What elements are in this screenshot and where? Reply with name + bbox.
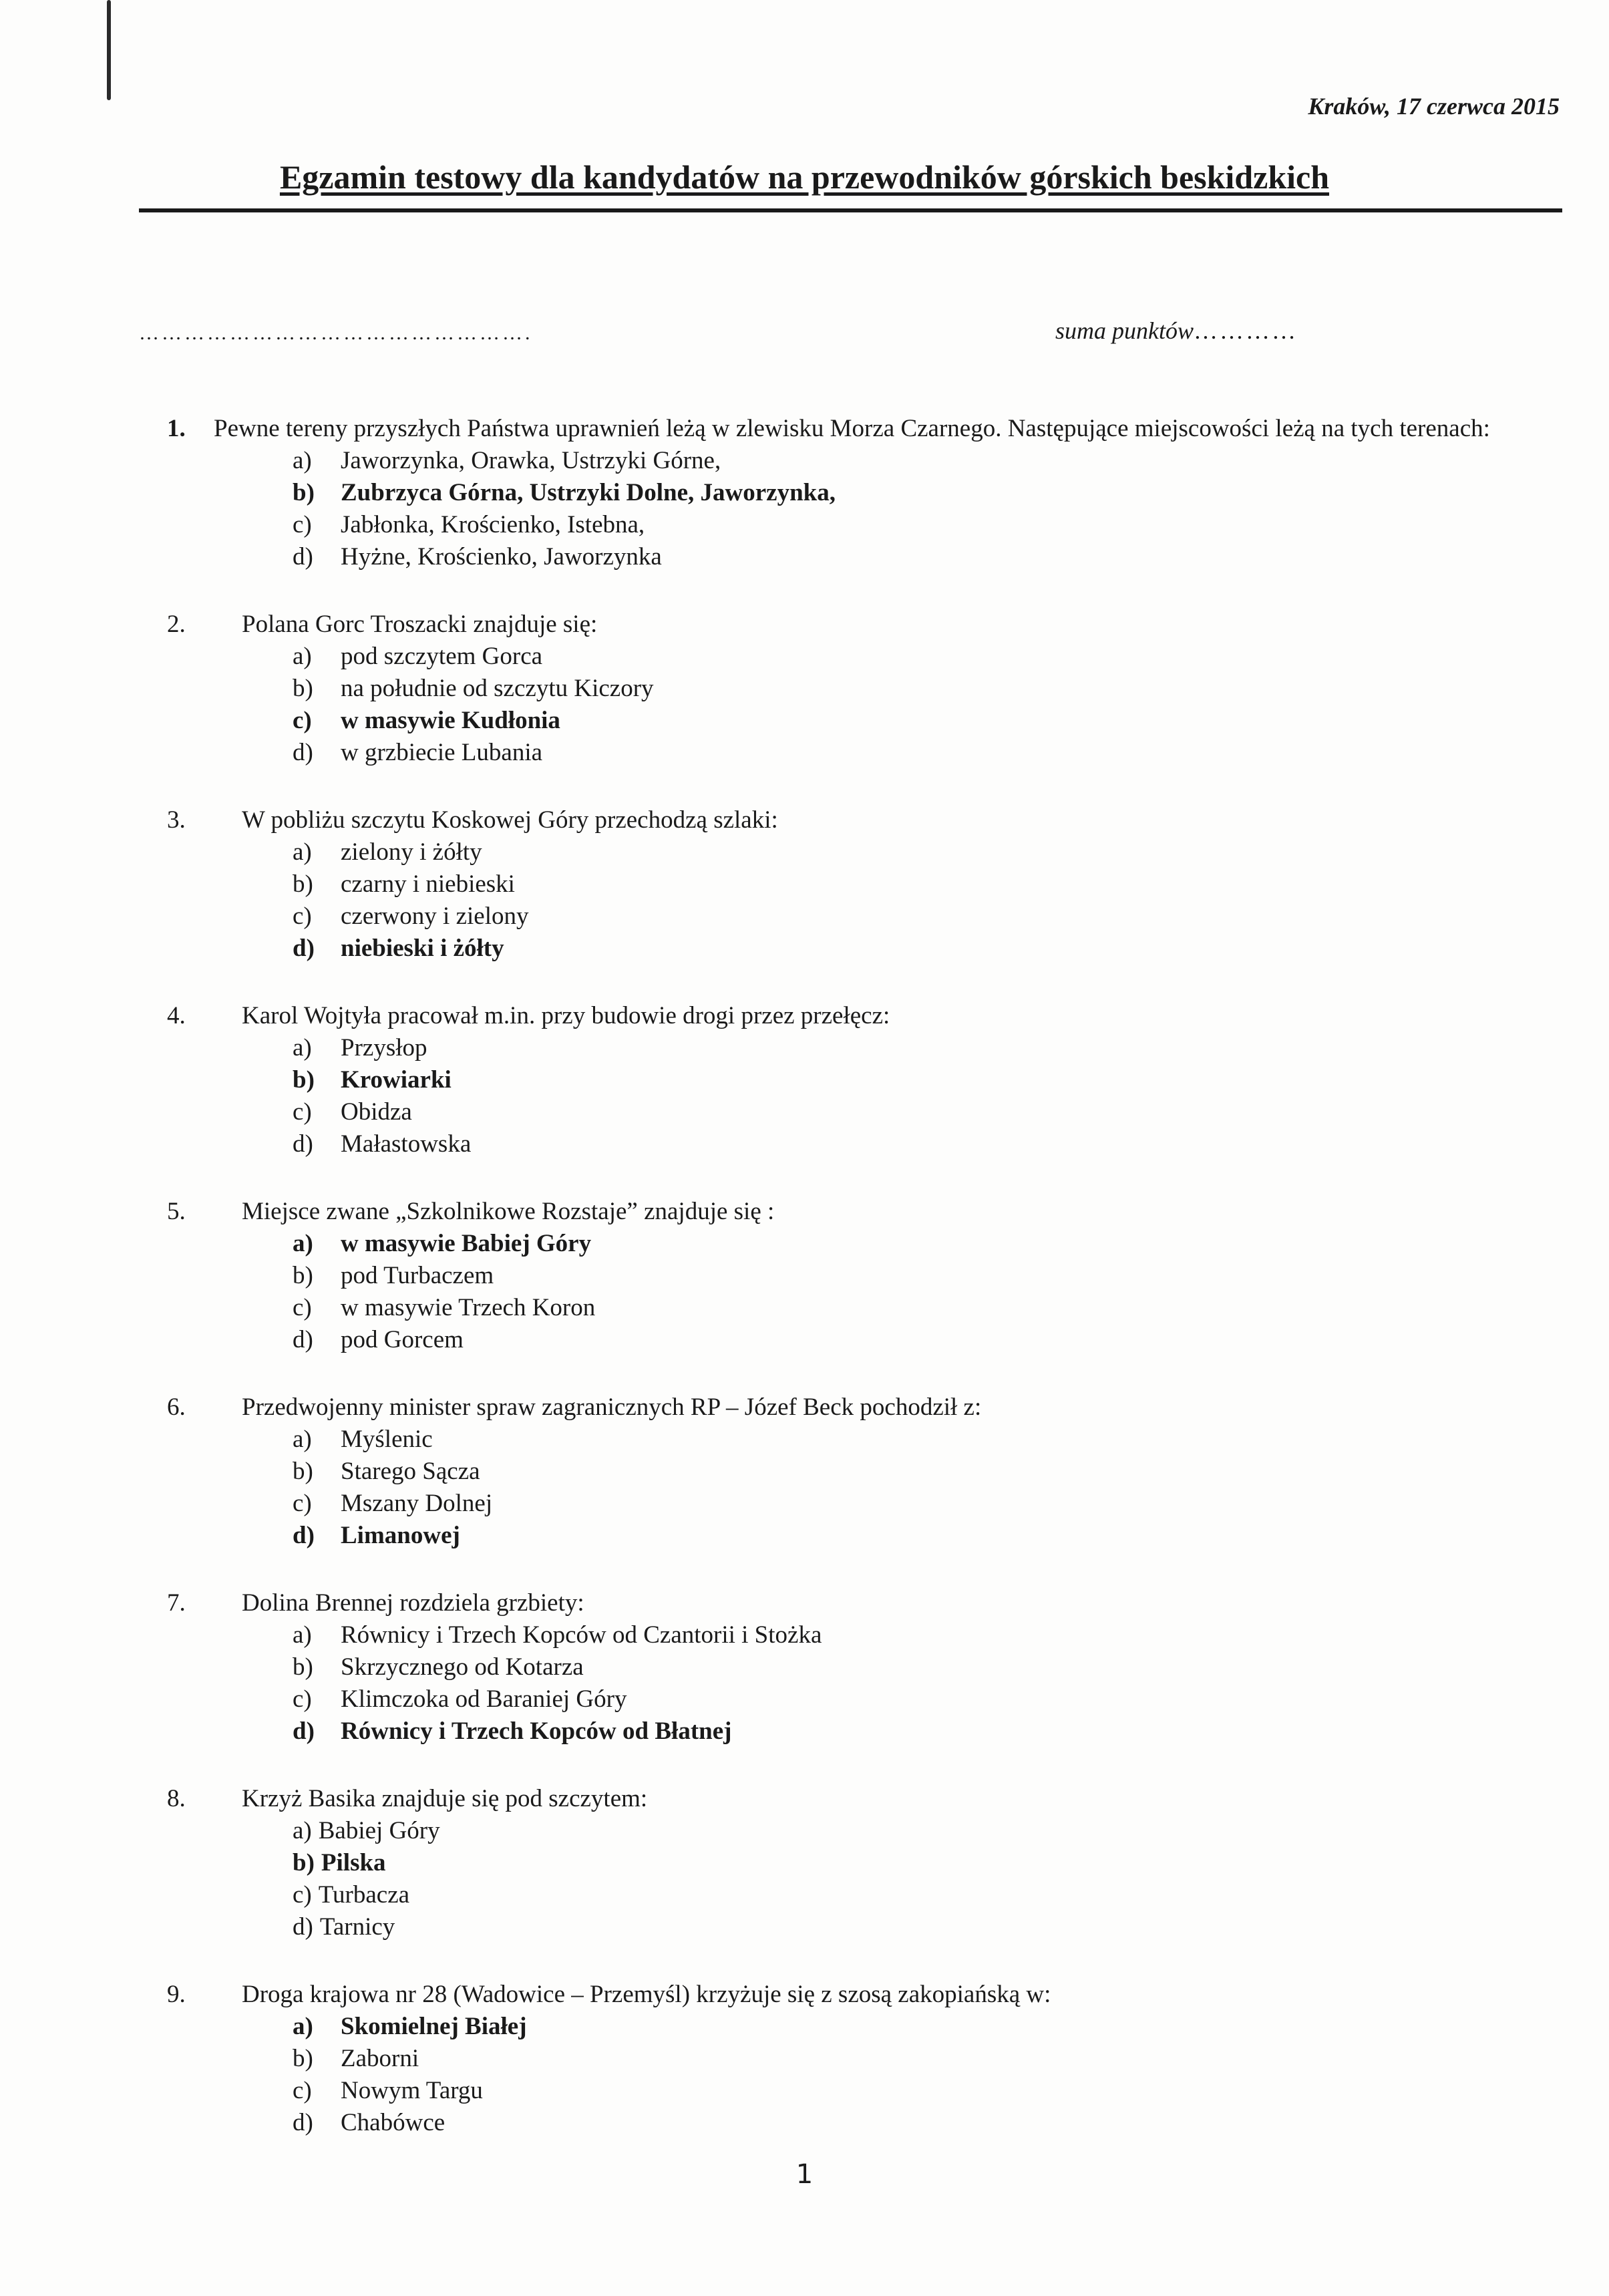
answer-text: pod Turbaczem [341,1262,494,1289]
answer-text: Klimczoka od Baraniej Góry [341,1685,627,1713]
answer-letter: a) [293,643,312,670]
title-rule [139,208,1562,212]
answer-letter: b) [293,870,313,898]
answer-option-correct [293,1520,1562,1552]
answer-letter: b) [293,479,315,506]
answer-letter: d) [293,935,315,962]
answer-option [293,1911,1562,1943]
answer-letter: b) [293,675,313,702]
question-number: 4. [167,1002,186,1029]
answer-letter: c) [293,903,312,930]
answer-option [293,1096,1562,1128]
answer-option [293,541,1562,573]
answer-option [293,1879,1562,1911]
answer-letter: b) [293,1262,313,1289]
answer-letter: a) [293,838,312,866]
answer-option [293,2043,1562,2075]
answer-text: Zubrzyca Górna, Ustrzyki Dolne, Jaworzynka, [341,479,836,506]
points-label: suma punktów [1055,317,1194,344]
answer-letter: c) [293,1294,312,1321]
answer-text: czarny i niebieski [341,870,515,898]
answer-option [293,836,1562,868]
answer-option [293,1292,1562,1324]
answer-letter: a) [293,1230,313,1257]
answer-text: Starego Sącza [341,1458,480,1485]
answer-list [167,1424,1562,1552]
answer-option [293,900,1562,933]
answer-option [293,1619,1562,1651]
answer-letter: d) [293,1913,313,1941]
answer-text: czerwony i zielony [341,903,529,930]
answer-letter: b) [293,1849,315,1876]
answer-option [293,509,1562,541]
answer-letter: a) [293,1426,312,1453]
answer-option [293,1488,1562,1520]
answer-option [293,1424,1562,1456]
answer-letter: c) [293,1490,312,1517]
question-number: 6. [167,1393,186,1421]
answer-text: Przysłop [341,1034,427,1061]
answer-text: zielony i żółty [341,838,482,866]
answer-option [293,1032,1562,1064]
question-text: Krzyż Basika znajduje się pod szczytem: [242,1785,648,1812]
answer-option [293,1260,1562,1292]
answer-option [293,673,1562,705]
question-text: Przedwojenny minister spraw zagranicznych RP – Józef Beck pochodził z: [242,1393,982,1421]
answer-list [167,1228,1562,1356]
answer-option-correct [293,477,1562,509]
answer-option-correct [293,933,1562,965]
answer-letter: c) [293,511,312,538]
question-number: 9. [167,1981,186,2008]
answer-text: Jabłonka, Krościenko, Istebna, [341,511,645,538]
answer-text: Turbacza [318,1881,410,1909]
question-number: 5. [167,1198,186,1225]
answer-option [293,1456,1562,1488]
answer-text: pod Gorcem [341,1326,464,1353]
answer-letter: a) [293,1621,312,1649]
answer-letter: a) [293,1817,312,1844]
answer-text: pod szczytem Gorca [341,643,543,670]
exam-title: Egzamin testowy dla kandydatów na przewodników górskich beskidzkich [279,158,1330,196]
question-text: Miejsce zwane „Szkolnikowe Rozstaje” znajduje się : [242,1198,775,1225]
answer-text: Równicy i Trzech Kopców od Czantorii i Stożka [341,1621,822,1649]
answer-letter: a) [293,447,312,474]
answer-text: Obidza [341,1098,412,1126]
answer-text: Krowiarki [341,1066,452,1094]
answer-text: Równicy i Trzech Kopców od Błatnej [341,1717,732,1745]
answer-text: Babiej Góry [318,1817,440,1844]
answer-letter: d) [293,739,313,766]
question-list [167,413,1562,2174]
answer-letter: d) [293,543,313,570]
question-9 [167,1979,1562,2139]
answer-option-correct [293,1715,1562,1748]
question-text: W pobliżu szczytu Koskowej Góry przechodzą szlaki: [242,806,778,834]
answer-option [293,1651,1562,1683]
answer-option [293,1683,1562,1715]
answer-text: Skrzycznego od Kotarza [341,1653,584,1681]
answer-list [167,641,1562,769]
question-8 [167,1783,1562,1943]
question-number: 3. [167,806,186,834]
answer-text: Chabówce [341,2109,445,2136]
answer-text: w masywie Babiej Góry [341,1230,592,1257]
answer-list [167,1032,1562,1160]
answer-text: Małastowska [341,1130,472,1158]
page-number: 1 [795,2159,814,2190]
answer-option-correct [293,1064,1562,1096]
answer-letter: c) [293,707,312,734]
answer-letter: d) [293,1717,315,1745]
answer-text: w masywie Trzech Koron [341,1294,596,1321]
answer-option [293,445,1562,477]
answer-option-correct [293,1228,1562,1260]
question-2 [167,609,1562,769]
answer-text: Tarnicy [319,1913,395,1941]
answer-letter: b) [293,2045,313,2072]
answer-letter: c) [293,1098,312,1126]
question-3 [167,804,1562,965]
question-text: Pewne tereny przyszłych Państwa uprawnień leżą w zlewisku Morza Czarnego. Następujące miejscowości leżą na tych terenach: [214,415,1490,442]
question-7 [167,1587,1562,1748]
question-number: 7. [167,1589,186,1617]
question-number: 1. [167,415,186,442]
answer-letter: c) [293,1881,312,1909]
answer-list [167,1815,1562,1943]
question-5 [167,1196,1562,1356]
answer-option [293,1324,1562,1356]
question-text: Polana Gorc Troszacki znajduje się: [242,611,598,638]
place-date: Kraków, 17 czerwca 2015 [1308,93,1560,120]
question-6 [167,1391,1562,1552]
answer-option-correct [293,2011,1562,2043]
answer-letter: d) [293,1326,313,1353]
points-field [1055,317,1298,345]
question-number: 8. [167,1785,186,1812]
answer-letter: c) [293,1685,312,1713]
answer-list [167,1619,1562,1748]
answer-letter: b) [293,1066,315,1094]
answer-text: Limanowej [341,1522,460,1549]
points-blank: ………… [1194,317,1298,344]
name-field: ……………………………………………. [139,322,533,344]
question-4 [167,1000,1562,1160]
answer-list [167,445,1562,573]
answer-list [167,2011,1562,2139]
answer-list [167,836,1562,965]
answer-text: Hyżne, Krościenko, Jaworzynka [341,543,662,570]
answer-option [293,1815,1562,1847]
answer-option [293,868,1562,900]
answer-text: Zaborni [341,2045,419,2072]
answer-text: Skomielnej Białej [341,2013,527,2040]
answer-letter: a) [293,2013,313,2040]
question-text: Droga krajowa nr 28 (Wadowice – Przemyśl) krzyżuje się z szosą zakopiańską w: [242,1981,1051,2008]
answer-option [293,737,1562,769]
answer-text: na południe od szczytu Kiczory [341,675,654,702]
answer-option-correct [293,1847,1562,1879]
answer-letter: c) [293,2077,312,2104]
answer-letter: d) [293,1130,313,1158]
answer-text: Pilska [321,1849,386,1876]
answer-option [293,1128,1562,1160]
answer-option [293,641,1562,673]
answer-text: w masywie Kudłonia [341,707,560,734]
answer-text: w grzbiecie Lubania [341,739,543,766]
scan-margin-mark [107,0,111,100]
answer-option [293,2107,1562,2139]
answer-letter: a) [293,1034,312,1061]
question-text: Karol Wojtyła pracował m.in. przy budowie drogi przez przełęcz: [242,1002,890,1029]
answer-text: Mszany Dolnej [341,1490,493,1517]
answer-text: Myślenic [341,1426,433,1453]
question-number: 2. [167,611,186,638]
question-text: Dolina Brennej rozdziela grzbiety: [242,1589,584,1617]
answer-text: Nowym Targu [341,2077,483,2104]
answer-letter: d) [293,2109,313,2136]
answer-text: niebieski i żółty [341,935,504,962]
answer-letter: b) [293,1653,313,1681]
question-1 [167,413,1562,573]
answer-option-correct [293,705,1562,737]
answer-letter: b) [293,1458,313,1485]
answer-letter: d) [293,1522,315,1549]
answer-text: Jaworzynka, Orawka, Ustrzyki Górne, [341,447,721,474]
answer-option [293,2075,1562,2107]
